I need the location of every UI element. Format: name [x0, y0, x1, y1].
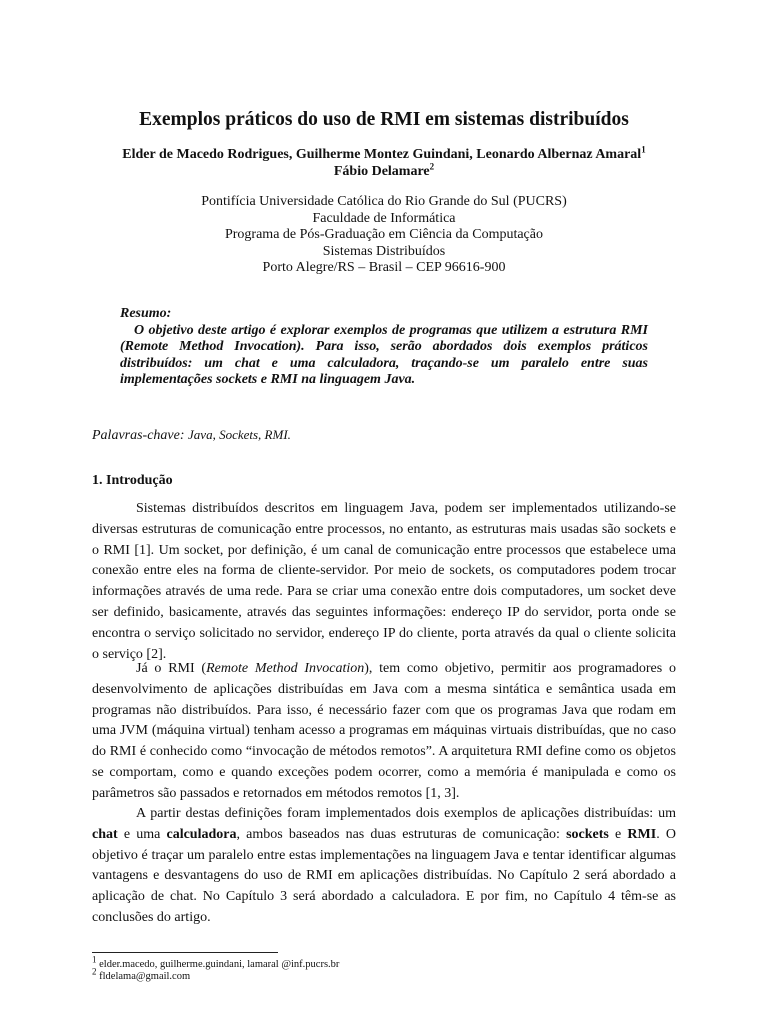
- p3-text-a: A partir destas definições foram implementados dois exemplos de aplicações distribuídas: um: [136, 806, 676, 821]
- abstract: [120, 306, 648, 389]
- keywords-value: Java, Sockets, RMI.: [188, 427, 291, 442]
- author-names-2: Fábio Delamare: [333, 164, 430, 179]
- p2-rmi-expansion: Remote Method Invocation: [206, 661, 365, 676]
- affiliation-program: Programa de Pós-Graduação em Ciência da Computação: [224, 227, 543, 242]
- p3-chat: chat: [92, 826, 118, 842]
- section-heading-introducao: 1. Introdução: [92, 473, 173, 488]
- paper-title: Exemplos práticos do uso de RMI em sistemas distribuídos: [139, 109, 629, 130]
- intro-paragraph-2: [92, 659, 676, 805]
- p3-text-e: , ambos baseados nas duas estruturas de comunicação:: [236, 826, 567, 842]
- footnote-1-text: elder.macedo, guilherme.guindani, lamaral @inf.pucrs.br: [99, 959, 340, 970]
- author-footnote-mark-2: 2: [429, 161, 435, 172]
- p3-text-i: . O objetivo é traçar um paralelo entre estas implementações na linguagem Java e tentar identificar algumas vantagens e desvantagens do uso de RMI em aplicações distribuídas. No Capítulo 2 será abordado a aplicação de chat. No Capítulo 3 será abordado a calculadora. E por fim, no Capítulo 4 têm-se as conclusões do artigo.: [92, 826, 676, 925]
- keywords: [92, 426, 676, 445]
- abstract-text: O objetivo deste artigo é explorar exemplos de programas que utilizem a estrutura RMI (Remote Method Invocation). Para isso, serão abordados dois exemplos práticos distribuídos: um chat e uma calculadora, traçando-se um paralelo entre suas implementações sockets e RMI na linguagem Java.: [120, 322, 648, 388]
- p3-text-g: e: [608, 826, 628, 842]
- author-footnote-mark-1: 1: [641, 144, 646, 155]
- p2-text-start: Já o RMI (: [136, 661, 207, 676]
- p3-sockets: sockets: [566, 826, 609, 842]
- affiliation-group: Sistemas Distribuídos: [322, 243, 446, 259]
- author-line-2: [0, 163, 768, 180]
- author-block: [0, 146, 768, 180]
- author-line-1: [0, 146, 768, 163]
- affiliation-faculty: Faculdade de Informática: [312, 210, 456, 226]
- p3-text-c: e uma: [117, 826, 167, 842]
- keywords-label: Palavras-chave:: [92, 428, 185, 443]
- footnote-1-mark: 1: [92, 954, 97, 965]
- footnote-2: [92, 966, 191, 983]
- footnote-divider: [92, 952, 278, 953]
- affiliation-block: [0, 194, 768, 277]
- abstract-label: Resumo:: [120, 306, 172, 321]
- footnote-2-mark: 2: [92, 966, 97, 977]
- intro-paragraph-3: [92, 804, 676, 929]
- p3-calculadora: calculadora: [166, 826, 237, 842]
- affiliation-university: Pontifícia Universidade Católica do Rio Grande do Sul (PUCRS): [201, 194, 567, 209]
- footnote-1: [92, 954, 340, 971]
- author-names-1: Elder de Macedo Rodrigues, Guilherme Montez Guindani, Leonardo Albernaz Amaral: [122, 147, 642, 162]
- p2-text-rest: ), tem como objetivo, permitir aos programadores o desenvolvimento de aplicações distribuídas em Java com a mesma sintática e semântica usada em programas não distribuídos. Para isso, é necessário fazer com que os programas Java que rodam em uma JVM (máquina virtual) tenham acesso a programas em máquinas virtuais distribuídas, que no caso do RMI é conhecido como “invocação de métodos remotos”. A arquitetura RMI define como os objetos se comportam, como e quando exceções podem ocorrer, como a memória é manipulada e como os parâmetros são passados e retornados em métodos remotos [1, 3].: [92, 661, 676, 801]
- footnote-2-text: fldelama@gmail.com: [99, 971, 191, 982]
- p3-rmi: RMI: [627, 826, 657, 842]
- intro-paragraph-1: Sistemas distribuídos descritos em linguagem Java, podem ser implementados utilizando-se diversas estruturas de comunicação entre processos, no entanto, as estruturas mais usadas são sockets e o RMI [1]. Um socket, por definição, é um canal de comunicação entre processos que estabelece uma conexão entre eles na forma de cliente-servidor. Por meio de sockets, os computadores podem trocar informações através de uma rede. Para se criar uma conexão entre dois computadores, um socket deve ser definido, basicamente, através das seguintes informações: endereço IP do servidor, porta onde se encontra o serviço solicitado no servidor, endereço IP do cliente, porta através da qual o cliente solicita o serviço [2].: [92, 501, 676, 662]
- affiliation-address: Porto Alegre/RS – Brasil – CEP 96616-900: [262, 260, 506, 275]
